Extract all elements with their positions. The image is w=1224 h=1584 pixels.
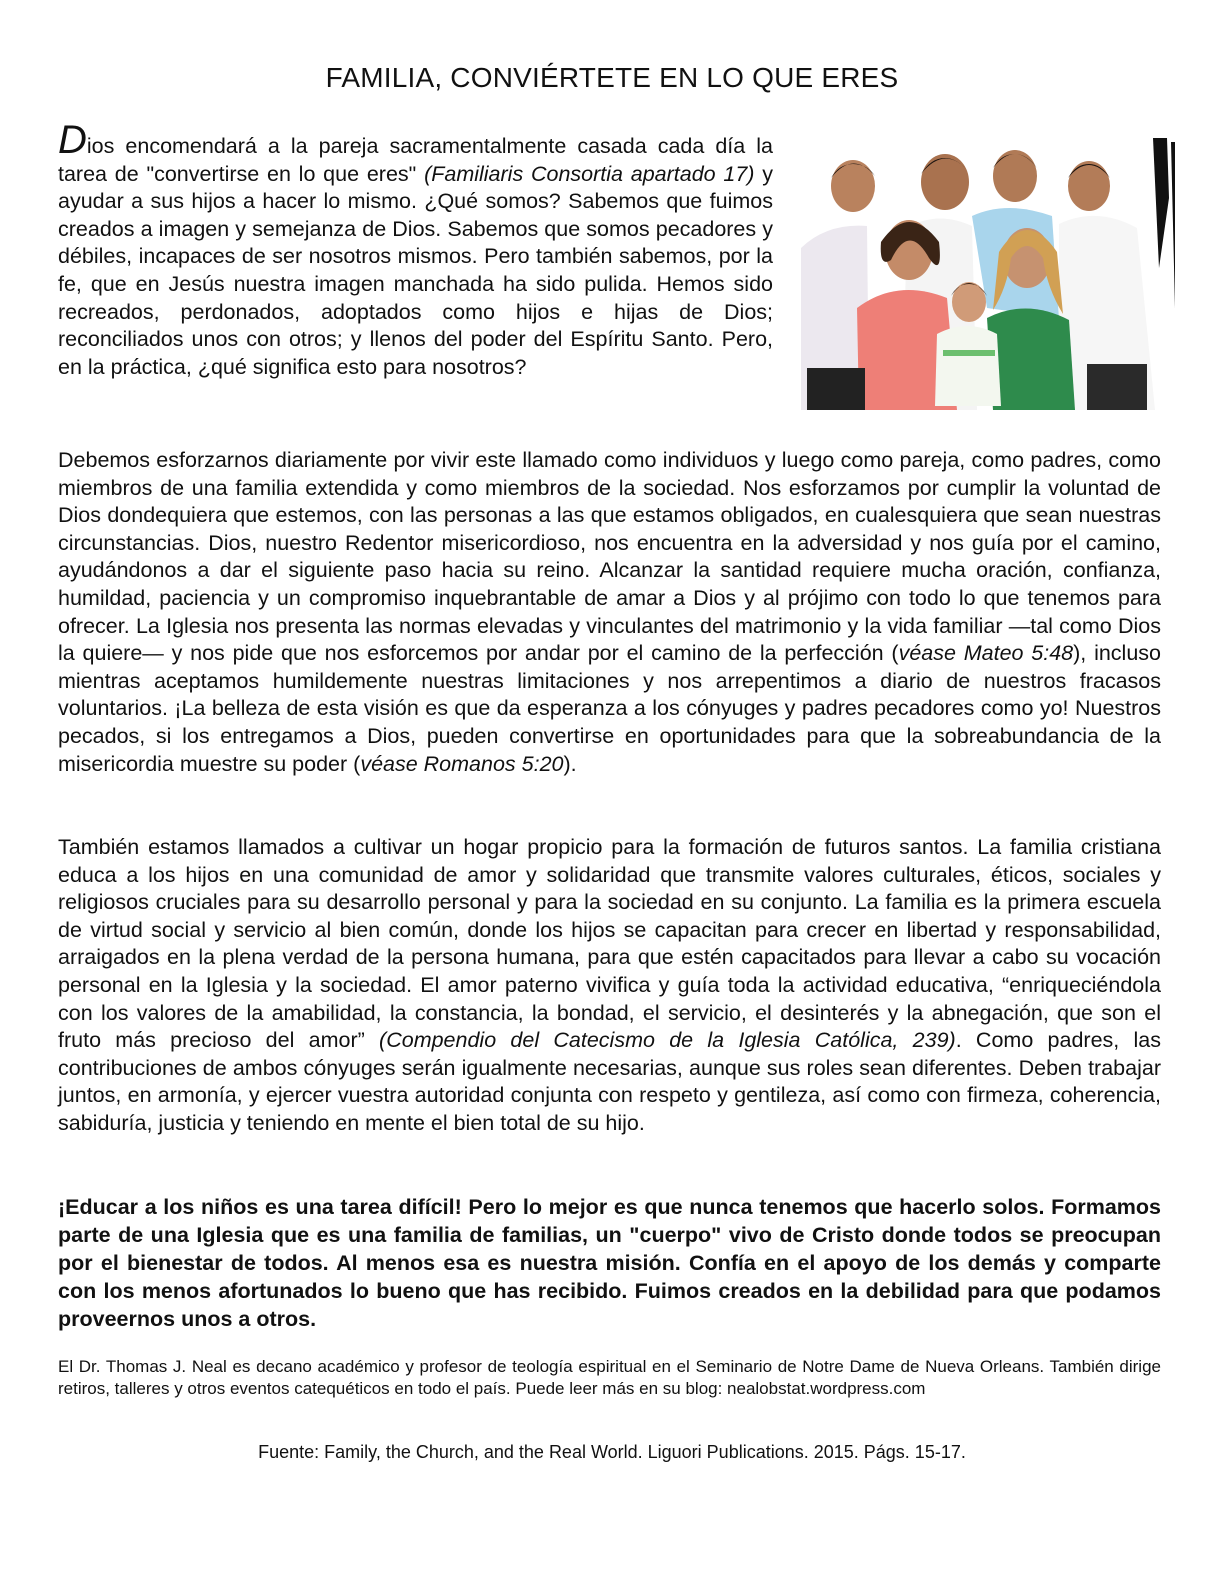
intro-citation: (Familiaris Consortia apartado 17)	[424, 161, 755, 186]
paragraph-2-citation-1: véase Mateo 5:48	[898, 641, 1074, 666]
paragraph-2-text-1: Debemos esforzarnos diariamente por vivir este llamado como individuos y luego como pareja, como padres, como miembros de una familia extendida y como miembros de la sociedad. Nos esforzamos por cumplir la voluntad de Dios dondequiera que estemos, con las personas a las que estamos obligados, en cualesquiera que sean nuestras circunstancias. Dios, nuestro Redentor misericordioso, nos encuentra en la adversidad y nos guía por el camino, ayudándonos a dar el siguiente paso hacia su reino. Alcanzar la santidad requiere mucha oración, confianza, humildad, paciencia y un compromiso inquebrantable de amar a Dios y al prójimo con todo lo que tenemos para ofrecer. La Iglesia nos presenta las normas elevadas y vinculantes del matrimonio y la vida familiar —tal como Dios la quiere— y nos pide que nos esforcemos por andar por el camino de la perfección (	[58, 448, 1161, 666]
paragraph-3-text-1: También estamos llamados a cultivar un hogar propicio para la formación de futuros santos. La familia cristiana educa a los hijos en una comunidad de amor y solidaridad que transmite valores culturales, éticos, sociales y religiosos cruciales para su desarrollo personal y para la sociedad en su conjunto. La familia es la primera escuela de virtud social y servicio al bien común, donde los hijos se capacitan para crecer en libertad y responsabilidad, arraigados en la plena verdad de la persona humana, para que estén capacitados para llevar a cabo su vocación personal en la Iglesia y la sociedad. El amor paterno vivifica y guía toda la actividad educativa, “enriqueciéndola con los valores de la amabilidad, la constancia, la bondad, el servicio, el desinterés y la abnegación, que son el fruto más precioso del amor”	[58, 835, 1161, 1053]
intro-paragraph	[58, 118, 773, 381]
family-photo	[797, 138, 1175, 410]
paragraph-2-citation-2: véase Romanos 5:20	[360, 751, 564, 776]
intro-text-1: ios encomendará a la pareja sacramentalmente casada cada día la tarea de "convertirse en lo que eres"	[58, 134, 773, 186]
page-title: FAMILIA, CONVIÉRTETE EN LO QUE ERES	[325, 62, 899, 93]
paragraph-2-text-3: ).	[563, 751, 577, 776]
source-citation: Fuente: Family, the Church, and the Real World. Liguori Publications. 2015. Págs. 15-17.	[258, 1442, 966, 1462]
author-bio: El Dr. Thomas J. Neal es decano académico y profesor de teología espiritual en el Seminario de Notre Dame de Nueva Orleans. También dirige retiros, talleres y otros eventos catequéticos en todo el país. Puede leer más en su blog: nealobstat.wordpress.com	[58, 1357, 1161, 1398]
paragraph-2	[58, 447, 1161, 778]
drop-cap: D	[58, 118, 87, 162]
paragraph-3-text-2: . Como padres, las contribuciones de ambos cónyuges serán igualmente necesarias, aunque sus roles sean diferentes. Deben trabajar juntos, en armonía, y ejercer vuestra autoridad conjunta con respeto y gentileza, así como con firmeza, coherencia, sabiduría, justicia y teniendo en mente el bien total de su hijo.	[58, 1028, 1161, 1135]
paragraph-2-text-2: ), incluso mientras aceptamos humildemente nuestras limitaciones y nos arrepentimos a diario de nuestros fracasos voluntarios. ¡La belleza de esta visión es que da esperanza a los cónyuges y padres pecadores como yo! Nuestros pecados, si los entregamos a Dios, pueden convertirse en oportunidades para que la sobreabundancia de la misericordia muestre su poder (	[58, 641, 1161, 776]
intro-text-2: y ayudar a sus hijos a hacer lo mismo. ¿Qué somos? Sabemos que fuimos creados a imagen y semejanza de Dios. Sabemos que somos pecadores y débiles, incapaces de ser nosotros mismos. Pero también sabemos, por la fe, que en Jesús nuestra imagen manchada ha sido pulida. Hemos sido recreados, perdonados, adoptados como hijos e hijas de Dios; reconciliados unos con otros; y llenos del poder del Espíritu Santo. Pero, en la práctica, ¿qué significa esto para nosotros?	[58, 161, 773, 379]
paragraph-3-citation: (Compendio del Catecismo de la Iglesia Católica, 239)	[379, 1028, 956, 1053]
paragraph-3	[58, 834, 1161, 1138]
paragraph-4-bold: ¡Educar a los niños es una tarea difícil! Pero lo mejor es que nunca tenemos que hacerlo solos. Formamos parte de una Iglesia que es una familia de familias, un "cuerpo" vivo de Cristo donde todos se preocupan por el bienestar de todos. Al menos esa es nuestra misión. Confía en el apoyo de los demás y comparte con los menos afortunados lo bueno que has recibido. Fuimos creados en la debilidad para que podamos proveernos unos a otros.	[58, 1195, 1161, 1331]
